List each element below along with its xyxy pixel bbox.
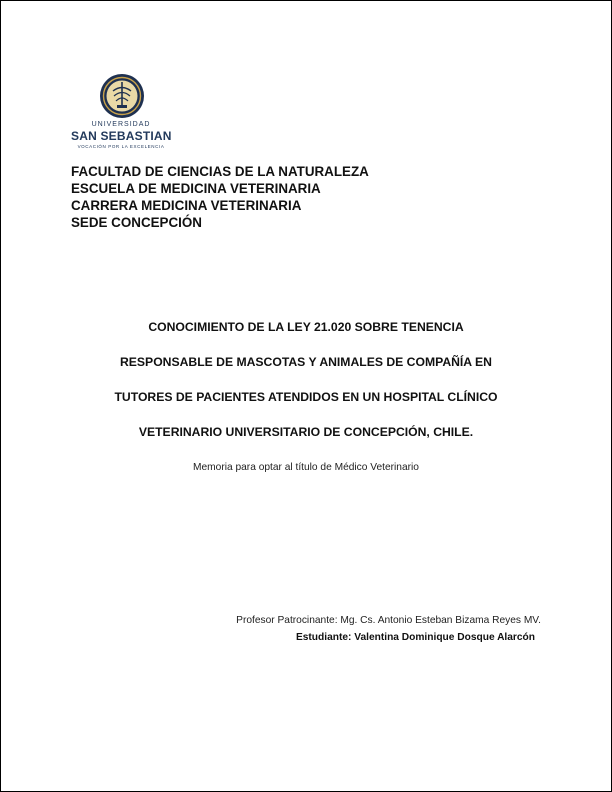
logo-text-universidad: UNIVERSIDAD [91,121,151,128]
header-faculty: FACULTAD DE CIENCIAS DE LA NATURALEZA [71,164,369,179]
header-school: ESCUELA DE MEDICINA VETERINARIA [71,181,321,196]
header-career: CARRERA MEDICINA VETERINARIA [71,198,302,213]
title-line: VETERINARIO UNIVERSITARIO DE CONCEPCIÓN, CHILE. [138,425,474,439]
logo-text-motto: VOCACIÓN POR LA EXCELENCIA [77,144,165,149]
logo-text-name: SAN SEBASTIAN [71,129,172,143]
thesis-title [41,319,571,459]
university-seal-icon [99,73,145,119]
header-campus: SEDE CONCEPCIÓN [71,215,202,230]
advisor-line: Profesor Patrocinante: Mg. Cs. Antonio Esteban Bizama Reyes MV. [236,615,541,626]
student-line: Estudiante: Valentina Dominique Dosque Alarcón [295,632,535,643]
title-line: TUTORES DE PACIENTES ATENDIDOS EN UN HOSPITAL CLÍNICO [114,390,498,404]
university-logo [71,73,171,153]
thesis-subtitle: Memoria para optar al título de Médico Veterinario [193,462,419,473]
institution-header [71,163,369,231]
title-line: RESPONSABLE DE MASCOTAS Y ANIMALES DE COMPAÑÍA EN [120,355,492,369]
title-line: CONOCIMIENTO DE LA LEY 21.020 SOBRE TENENCIA [148,320,464,334]
